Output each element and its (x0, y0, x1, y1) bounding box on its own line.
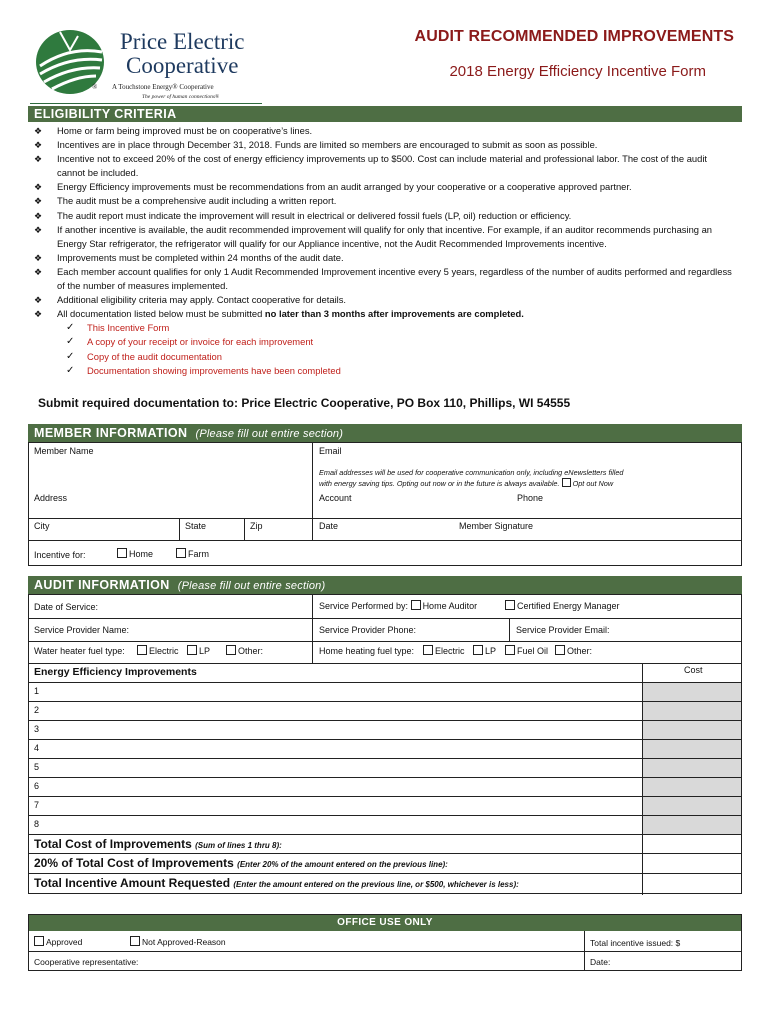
service-performed-by: Service Performed by: Home Auditor (319, 601, 478, 611)
improvement-line-2[interactable]: 2 (34, 705, 40, 715)
logo-name-line1: Price Electric (120, 29, 245, 54)
required-document-item: ✓ Copy of the audit documentation (32, 350, 732, 364)
diamond-bullet-icon: ❖ (34, 210, 43, 221)
diamond-bullet-icon: ❖ (34, 266, 43, 277)
eligibility-header (28, 106, 742, 122)
phone-field[interactable]: Phone (517, 493, 544, 503)
approved-option[interactable]: Approved (34, 936, 82, 947)
heat-lp-checkbox[interactable] (473, 645, 483, 655)
logo (30, 26, 262, 106)
email-field[interactable]: Email (319, 446, 342, 456)
diamond-bullet-icon: ❖ (34, 224, 43, 235)
heat-electric-checkbox[interactable] (423, 645, 433, 655)
home-checkbox[interactable] (117, 548, 127, 558)
water-lp-checkbox[interactable] (187, 645, 197, 655)
heat-other-checkbox[interactable] (555, 645, 565, 655)
email-note-2: with energy saving tips. Opting out now or in the future is always available. Opt out Now (319, 479, 614, 488)
heat-fuel-oil-checkbox[interactable] (505, 645, 515, 655)
water-lp-option[interactable]: LP (187, 645, 210, 656)
office-use-heading: OFFICE USE ONLY (29, 915, 741, 931)
state-field[interactable]: State (185, 521, 207, 531)
service-provider-name-field[interactable]: Service Provider Name: (34, 625, 130, 635)
diamond-bullet-icon: ❖ (34, 252, 43, 263)
email-note: Email addresses will be used for cooperative communication only, including eNewsletters filled (319, 468, 624, 477)
improvement-line-7[interactable]: 7 (34, 800, 40, 810)
total-incentive-issued-field[interactable]: Total incentive issued: $ (590, 938, 681, 948)
improvement-line-1[interactable]: 1 (34, 686, 40, 696)
checkmark-icon: ✓ (66, 322, 75, 334)
diamond-bullet-icon: ❖ (34, 126, 43, 136)
certified-energy-manager-option[interactable]: Certified Energy Manager (505, 600, 620, 611)
date-of-service-field[interactable]: Date of Service: (34, 602, 99, 612)
improvement-line-4[interactable]: 4 (34, 743, 40, 753)
service-provider-email-field[interactable]: Service Provider Email: (516, 625, 610, 635)
water-electric-checkbox[interactable] (137, 645, 147, 655)
cost-heading: Cost (684, 665, 703, 675)
zip-field[interactable]: Zip (250, 521, 263, 531)
member-signature-field[interactable]: Member Signature (459, 521, 534, 531)
improvements-heading: Energy Efficiency Improvements (34, 666, 197, 678)
audit-info-heading: AUDIT INFORMATION (34, 578, 170, 592)
diamond-bullet-icon: ❖ (34, 295, 43, 306)
checkmark-icon: ✓ (66, 336, 75, 348)
logo-name-line2: Cooperative (126, 53, 239, 78)
required-document-item: ✓ A copy of your receipt or invoice for each improvement (32, 335, 732, 349)
water-electric-option[interactable]: Electric (137, 645, 179, 656)
service-provider-phone-field[interactable]: Service Provider Phone: (319, 625, 417, 635)
header-divider (30, 103, 262, 104)
eligibility-item: ❖ If another incentive is available, the audit recommended improvement will qualify for only that incentive. For example, if an auditor recommends purchasing an Energy Star refrigerator, the refrigerator will qualify for our Appliance incentive, not the Audit Recommended Improvements incentive. (34, 223, 713, 249)
heat-electric-option[interactable]: Electric (423, 645, 465, 656)
member-name-field[interactable]: Member Name (34, 446, 94, 456)
home-auditor-checkbox[interactable] (411, 600, 421, 610)
eligibility-item: ❖ The audit must be a comprehensive audit including a written report. (32, 194, 732, 208)
diamond-bullet-icon: ❖ (34, 140, 43, 151)
member-info-header (28, 424, 742, 442)
city-field[interactable]: City (34, 521, 50, 531)
diamond-bullet-icon: ❖ (34, 182, 43, 193)
office-use-box (28, 914, 742, 971)
form-title: AUDIT RECOMMENDED IMPROVEMENTS (414, 28, 734, 45)
farm-option[interactable]: Farm (176, 548, 209, 559)
audit-info-note: (Please fill out entire section) (177, 580, 326, 592)
approved-checkbox[interactable] (34, 936, 44, 946)
total-incentive-row: Total Incentive Amount Requested (Enter the amount entered on the previous line, or $500, whichever is less): (34, 876, 519, 890)
improvement-line-6[interactable]: 6 (34, 781, 40, 791)
eligibility-item: ❖ All documentation listed below must be submitted no later than 3 months after improvements are completed. (32, 307, 732, 321)
diamond-bullet-icon: ❖ (34, 196, 43, 207)
not-approved-option[interactable]: Not Approved-Reason (130, 936, 226, 947)
not-approved-checkbox[interactable] (130, 936, 140, 946)
improvement-line-5[interactable]: 5 (34, 762, 40, 772)
opt-out-checkbox[interactable] (562, 478, 571, 487)
diamond-bullet-icon: ❖ (34, 309, 43, 320)
incentive-for-label: Incentive for: (34, 550, 86, 560)
twenty-percent-row: 20% of Total Cost of Improvements (Enter 20% of the amount entered on the previous line): (34, 856, 448, 870)
eligibility-item: ❖ Each member account qualifies for only 1 Audit Recommended Improvement incentive every 5 years, regardless of the number of audits performed and regardless of the number of measures implemented. (34, 265, 732, 292)
eligibility-item: ❖ Additional eligibility criteria may apply. Contact cooperative for details. (32, 293, 732, 307)
diamond-bullet-icon: ❖ (34, 154, 43, 165)
water-other-checkbox[interactable] (226, 645, 236, 655)
required-document-item: ✓ Documentation showing improvements have been completed (32, 364, 732, 378)
checkmark-icon: ✓ (66, 350, 75, 362)
cooperative-representative-field[interactable]: Cooperative representative: (34, 957, 139, 967)
heat-fuel-oil-option[interactable]: Fuel Oil (505, 645, 548, 656)
eligibility-item: ❖ Incentive not to exceed 20% of the cost of energy efficiency improvements up to $500. Cost can include material and professional labor. The cost of the audit cannot be included. (34, 153, 708, 179)
logo-tagline: A Touchstone Energy® Cooperative (112, 83, 214, 91)
member-info-heading: MEMBER INFORMATION (34, 426, 188, 440)
eligibility-list (32, 124, 732, 378)
eligibility-item: ❖ Home or farm being improved must be on cooperative’s lines. (32, 124, 732, 138)
address-field[interactable]: Address (34, 493, 68, 503)
heat-other-option[interactable]: Other: (555, 645, 592, 656)
certified-energy-manager-checkbox[interactable] (505, 600, 515, 610)
eligibility-item: ❖ The audit report must indicate the improvement will result in electrical or delivered fossil fuels (LP, oil) reduction or efficiency. (32, 209, 732, 223)
improvement-line-3[interactable]: 3 (34, 724, 40, 734)
logo-slogan: The power of human connections® (142, 94, 220, 100)
home-option[interactable]: Home (117, 548, 153, 559)
submit-address: Submit required documentation to: Price Electric Cooperative, PO Box 110, Phillips, WI 54555 (38, 396, 571, 410)
eligibility-item: ❖ Incentives are in place through December 31, 2018. Funds are limited so members are encouraged to submit as soon as possible. (32, 138, 732, 152)
office-date-field[interactable]: Date: (590, 957, 611, 967)
eligibility-item: ❖ Energy Efficiency improvements must be recommendations from an audit arranged by your cooperative or a cooperative approved partner. (32, 180, 732, 194)
checkmark-icon: ✓ (66, 364, 75, 376)
total-cost-row: Total Cost of Improvements (Sum of lines 1 thru 8): (34, 837, 282, 851)
account-field[interactable]: Account (319, 493, 352, 503)
audit-info-header (28, 576, 742, 594)
eligibility-heading: ELIGIBILITY CRITERIA (34, 107, 177, 121)
date-field[interactable]: Date (319, 521, 339, 531)
eligibility-item: ❖ Improvements must be completed within 24 months of the audit date. (32, 251, 732, 265)
improvement-line-8[interactable]: 8 (34, 819, 40, 829)
form-subtitle: 2018 Energy Efficiency Incentive Form (449, 63, 706, 80)
member-info-box (28, 442, 742, 566)
logo-registered-mark: ® (92, 83, 98, 91)
home-heating-fuel-label: Home heating fuel type: (319, 646, 415, 656)
farm-checkbox[interactable] (176, 548, 186, 558)
required-document-item: ✓ This Incentive Form (32, 321, 732, 335)
member-info-note: (Please fill out entire section) (195, 428, 344, 440)
audit-info-box (28, 594, 742, 894)
water-other-option[interactable]: Other: (226, 645, 263, 656)
heat-lp-option[interactable]: LP (473, 645, 496, 656)
water-heater-fuel-label: Water heater fuel type: (34, 646, 125, 656)
